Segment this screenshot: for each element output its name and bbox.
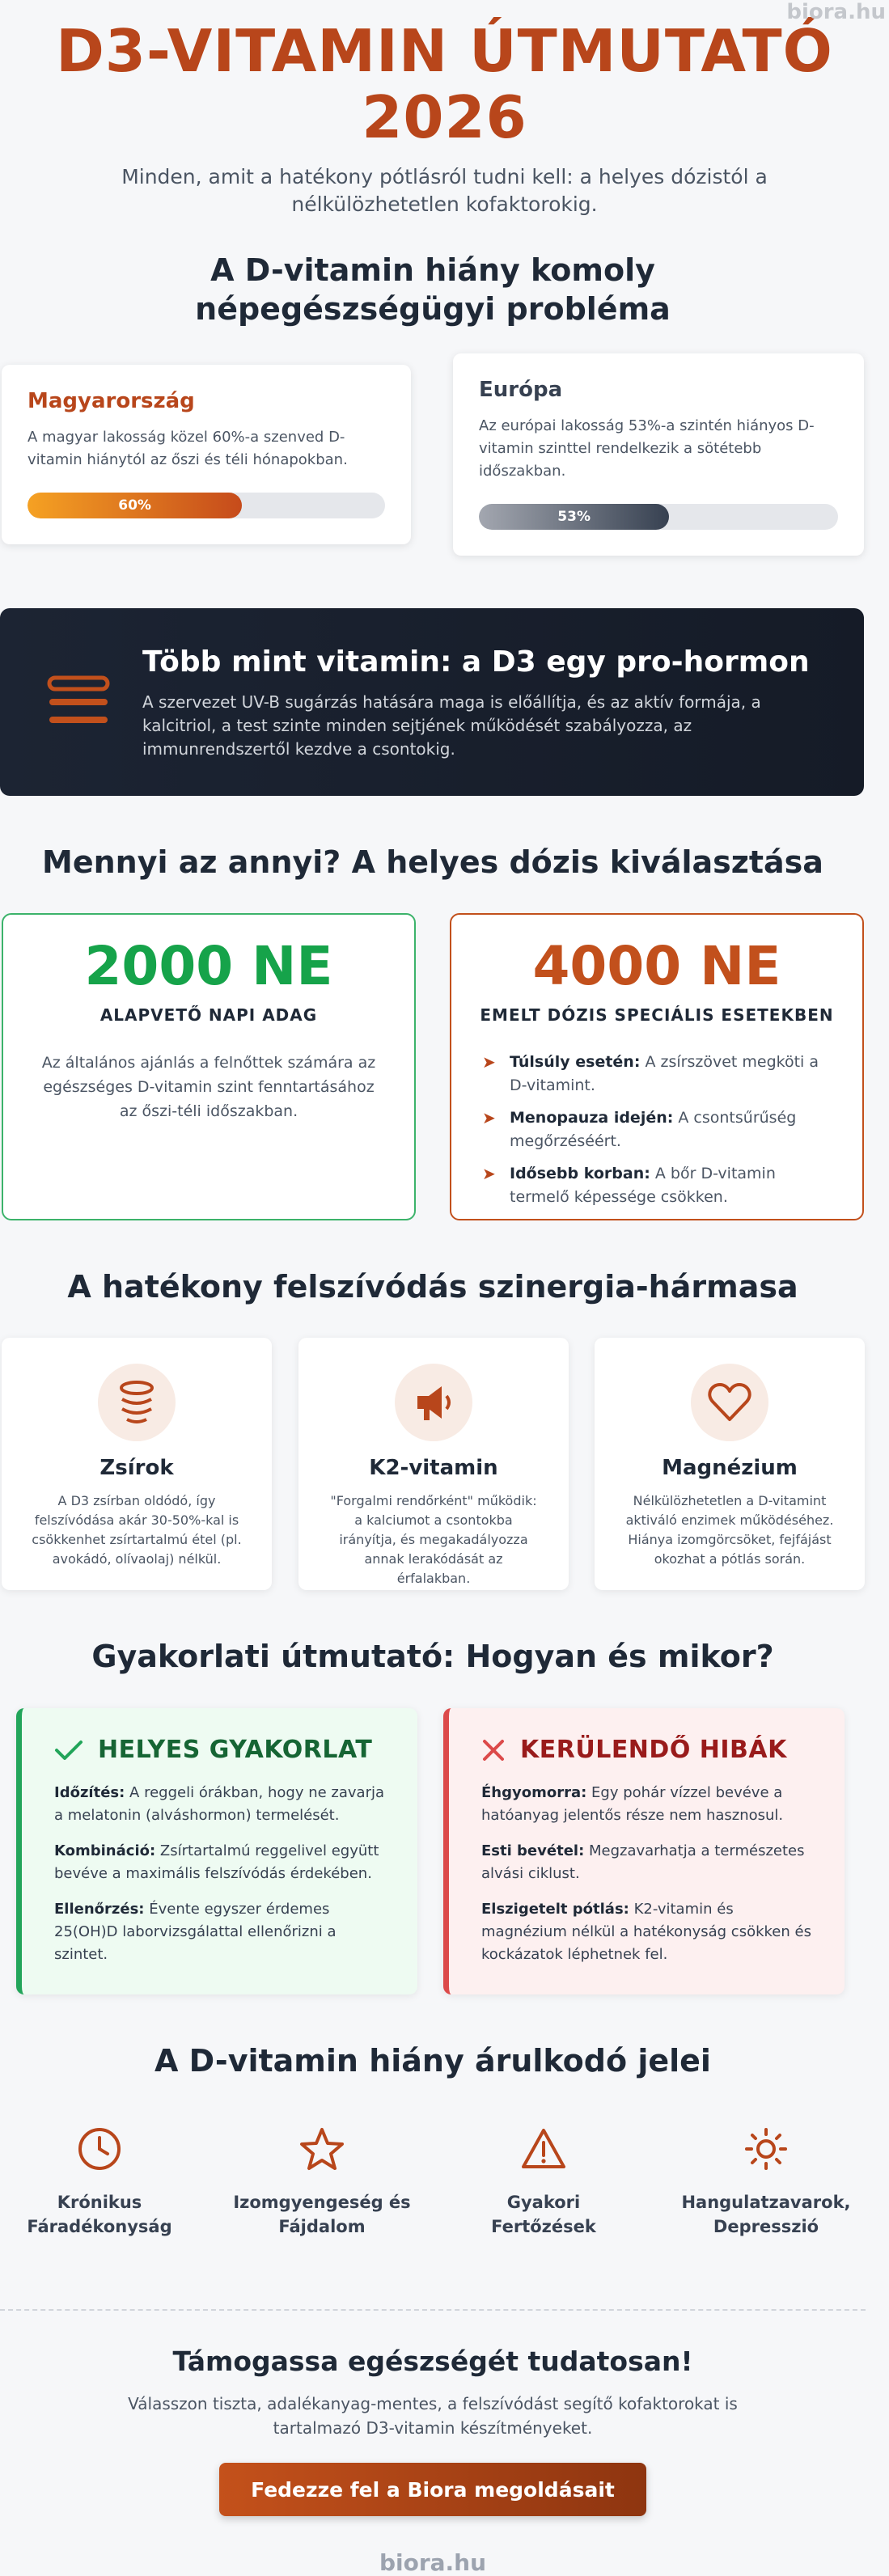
sign-label: Gyakori Fertőzések	[491, 2193, 596, 2236]
banner-title: Több mint vitamin: a D3 egy pro-hormon	[142, 645, 810, 679]
dose-card-elevated	[450, 913, 864, 1220]
dose-card-basic	[2, 913, 416, 1220]
sign-infections	[442, 2126, 645, 2239]
cta-text: Válasszon tiszta, adalékanyag-mentes, a felszívódást segítő kofaktorokat is tartalmazó D3-vitamin készítményeket.	[128, 2394, 738, 2438]
deficiency-title: A D-vitamin hiány komoly népegészségügyi probléma	[195, 252, 671, 327]
dose-label: ALAPVETŐ NAPI ADAG	[99, 1005, 318, 1025]
progress-fill: 53%	[479, 504, 669, 530]
stat-card-europe	[453, 353, 864, 556]
list-item: Időzítés: A reggeli órákban, hogy ne zavarja a melatonin (alváshormon) termelését.	[54, 1784, 385, 1824]
progress-fill: 60%	[28, 493, 242, 518]
sign-label: Izomgyengeség és Fájdalom	[233, 2193, 411, 2236]
warning-icon	[520, 2127, 567, 2171]
sign-label: Hangulatzavarok, Depresszió	[681, 2193, 851, 2236]
sign-mood	[665, 2126, 867, 2239]
dose-amount: 4000 NE	[532, 935, 781, 997]
synergy-card-fats	[2, 1338, 272, 1590]
discover-button[interactable]: Fedezze fel a Biora megoldásait	[219, 2463, 646, 2516]
list-item: Kombináció: Zsírtartalmú reggelivel együtt bevéve a maximális felszívódás érdekében.	[54, 1842, 379, 1882]
list-item: ➤ Túlsúly esetén: A zsírszövet megköti a D-vitamint.	[482, 1052, 819, 1094]
dose-conditions-list	[482, 1051, 835, 1209]
megaphone-icon	[411, 1380, 456, 1425]
sign-label: Krónikus Fáradékonyság	[27, 2193, 172, 2236]
clock-icon	[77, 2126, 122, 2172]
prohormon-banner	[0, 608, 864, 796]
synergy-card-k2	[298, 1338, 569, 1590]
stat-card-hungary	[2, 365, 411, 544]
hero	[0, 0, 889, 218]
stat-card-title: Európa	[479, 378, 563, 402]
synergy-card-text: Nélkülözhetetlen a D-vitamint aktiváló enzimek működéséhez. Hiánya izomgörcsöket, fejfájást okozhat a pótlás során.	[625, 1493, 834, 1567]
synergy-card-text: A D3 zsírban oldódó, így felszívódása akár 30-50%-kal is csökkenhet zsírtartalmú étel (pl. avokádó, olívaolaj) nélkül.	[32, 1493, 242, 1567]
title-line-2: 2026	[362, 83, 527, 151]
title-line-1: D3-VITAMIN ÚTMUTATÓ	[56, 17, 833, 85]
hero-subtitle: Minden, amit a hatékony pótlásról tudni kell: a helyes dózistól a nélkülözhetetlen kofaktorokig.	[121, 165, 768, 216]
list-item: Esti bevétel: Megzavarhatja a természetes alvási ciklust.	[481, 1842, 805, 1882]
sun-icon	[743, 2126, 789, 2172]
divider	[0, 2309, 866, 2311]
heart-icon	[707, 1382, 752, 1423]
dose-description: Az általános ajánlás a felnőttek számára az egészséges D-vitamin szint fenntartásához az őszi-téli időszakban.	[41, 1054, 376, 1120]
progress-bar	[479, 504, 838, 530]
arrow-icon: ➤	[482, 1108, 496, 1127]
footer-brand: biora.hu	[379, 2549, 487, 2576]
synergy-card-title: K2-vitamin	[369, 1456, 498, 1480]
progress-bar	[28, 493, 385, 518]
dose-amount: 2000 NE	[84, 935, 333, 997]
practice-title: Gyakorlati útmutató: Hogyan és mikor?	[91, 1639, 774, 1674]
stat-card-text: A magyar lakosság közel 60%-a szenved D-vitamin hiánytól az őszi és téli hónapokban.	[28, 429, 348, 468]
synergy-card-title: Magnézium	[662, 1456, 798, 1480]
synergy-card-magnesium	[595, 1338, 865, 1590]
layers-icon	[47, 675, 110, 731]
synergy-title: A hatékony felszívódás szinergia-hármasa	[67, 1269, 798, 1305]
page-title	[0, 18, 889, 150]
mistakes-card	[443, 1708, 845, 1994]
watermark: biora.hu	[786, 0, 886, 24]
oil-capsule-icon	[117, 1380, 156, 1425]
check-icon	[54, 1739, 83, 1762]
list-item: Éhgyomorra: Egy pohár vízzel bevéve a hatóanyag jelentős része nem hasznosul.	[481, 1784, 784, 1824]
list-item: Ellenőrzés: Évente egyszer érdemes 25(OH)D laborvizsgálattal ellenőrizni a szintet.	[54, 1901, 337, 1963]
stat-card-text: Az európai lakosság 53%-a szintén hiányos D-vitamin szinttel rendelkezik a sötétebb időszakban.	[479, 417, 815, 480]
good-practice-card	[16, 1708, 417, 1994]
close-icon	[481, 1738, 506, 1762]
dosage-title: Mennyi az annyi? A helyes dózis kiválasztása	[42, 844, 823, 880]
mistakes-title	[481, 1736, 815, 1764]
good-practice-title	[54, 1736, 388, 1764]
sign-muscle	[221, 2126, 423, 2239]
synergy-card-title: Zsírok	[99, 1456, 174, 1480]
good-practice-label: HELYES GYAKORLAT	[98, 1736, 373, 1764]
star-icon	[298, 2126, 345, 2172]
signs-title: A D-vitamin hiány árulkodó jelei	[155, 2043, 711, 2079]
dose-label: EMELT DÓZIS SPECIÁLIS ESETEKBEN	[480, 1005, 834, 1025]
cta-title: Támogassa egészségét tudatosan!	[172, 2345, 693, 2377]
arrow-icon: ➤	[482, 1164, 496, 1183]
list-item: Elszigetelt pótlás: K2-vitamin és magnézium nélkül a hatékonyság csökken és kockázatok léphetnek fel.	[481, 1901, 811, 1963]
sign-fatigue	[0, 2126, 201, 2239]
list-item: ➤ Menopauza idején: A csontsűrűség megőrzéséért.	[482, 1108, 797, 1150]
arrow-icon: ➤	[482, 1052, 496, 1072]
synergy-card-text: "Forgalmi rendőrként" működik: a kalciumot a csontokba irányítja, és megakadályozza annak lerakódását az érfalakban.	[330, 1493, 537, 1586]
mistakes-label: KERÜLENDŐ HIBÁK	[520, 1736, 787, 1764]
banner-text: A szervezet UV-B sugárzás hatására maga is előállítja, és az aktív formája, a kalcitriol, a test szinte minden sejtjének működését szabályozza, az immunrendszertől kezdve a csontokig.	[142, 692, 761, 759]
stat-card-title: Magyarország	[28, 389, 195, 413]
cta-section	[0, 2345, 866, 2516]
list-item: ➤ Idősebb korban: A bőr D-vitamin termelő képessége csökken.	[482, 1164, 776, 1206]
